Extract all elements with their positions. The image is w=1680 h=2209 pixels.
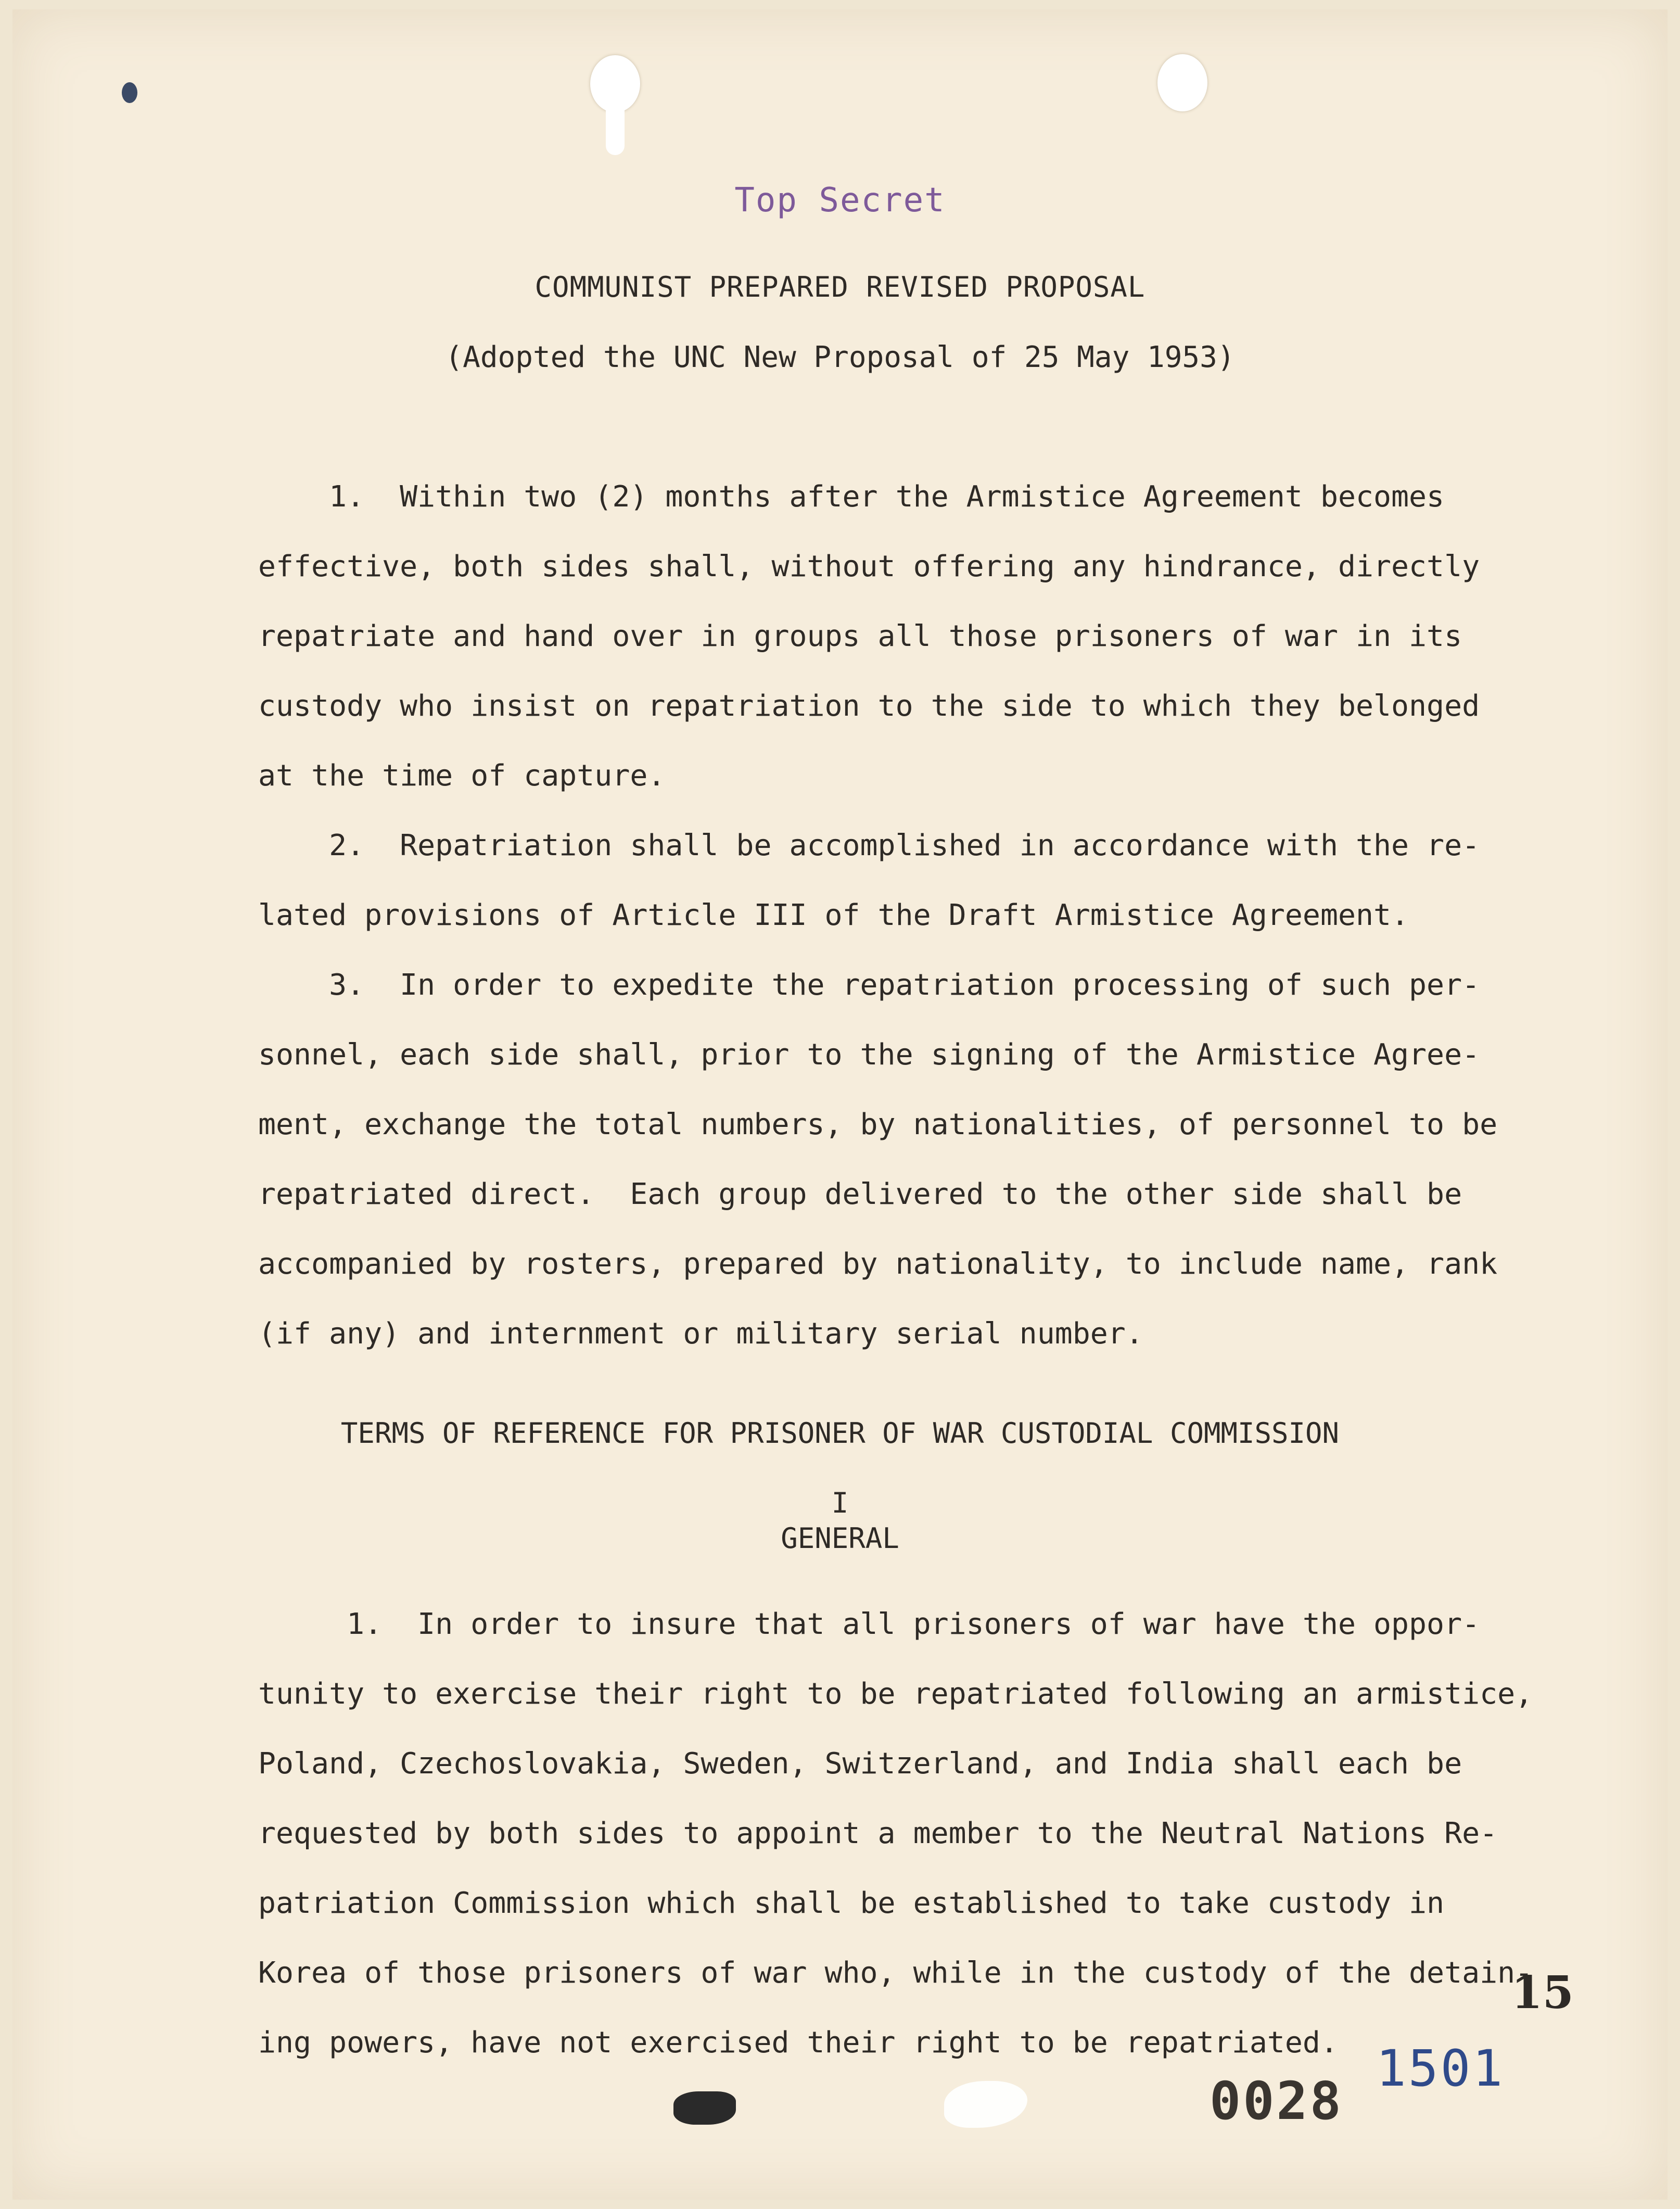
- terms-paragraph-1: 1. In order to insure that all prisoners of war have the oppor- tunity to exercise their right to be repatriated following an armistice, Poland, Czechoslovakia, Sweden, Switzerland, and India shall each be requested by both sides to appoint a member to the Neutral Nations Re- patriation Commission which shall be established to take custody in Korea of those prisoners of war who, while in the custody of the detain- ing powers, have not exercised their right to be repatriated.: [258, 1607, 1533, 2060]
- document-subtitle: (Adopted the UNC New Proposal of 25 May 1953): [445, 340, 1235, 374]
- part-title: GENERAL: [781, 1522, 899, 1555]
- classification-marking: Top Secret: [734, 181, 946, 220]
- ink-speck: [122, 82, 137, 103]
- document-page: [12, 9, 1668, 2200]
- stamped-number: 1501: [1376, 2039, 1505, 2098]
- ink-blot: [673, 2091, 736, 2125]
- part-number: I: [831, 1487, 849, 1519]
- page-number: 15: [1511, 1966, 1574, 2019]
- paragraph-3: 3. In order to expedite the repatriation processing of such per- sonnel, each side shall, prior to the signing of the Armistice Agree- ment, exchange the total numbers, by nationalities, of personnel to be repatriated direct. Each group delivered to the other side shall be accompanied by rosters, prepared by nationality, to include name, rank (if any) and internment or military serial number.: [258, 968, 1498, 1351]
- punch-hole-tear: [606, 98, 625, 155]
- punch-hole-right: [1157, 54, 1207, 111]
- paragraph-2: 2. Repatriation shall be accomplished in accordance with the re- lated provisions of Article III of the Draft Armistice Agreement.: [258, 829, 1480, 932]
- terms-heading: TERMS OF REFERENCE FOR PRISONER OF WAR CUSTODIAL COMMISSION: [340, 1417, 1340, 1450]
- paragraph-1: 1. Within two (2) months after the Armistice Agreement becomes effective, both sides shall, without offering any hindrance, directly repatriate and hand over in groups all those prisoners of war in its custody who insist on repatriation to the side to which they belonged at the time of capture.: [258, 480, 1480, 793]
- paper-tear: [944, 2081, 1027, 2128]
- file-number: 0028: [1210, 2071, 1343, 2131]
- document-title: COMMUNIST PREPARED REVISED PROPOSAL: [534, 271, 1146, 303]
